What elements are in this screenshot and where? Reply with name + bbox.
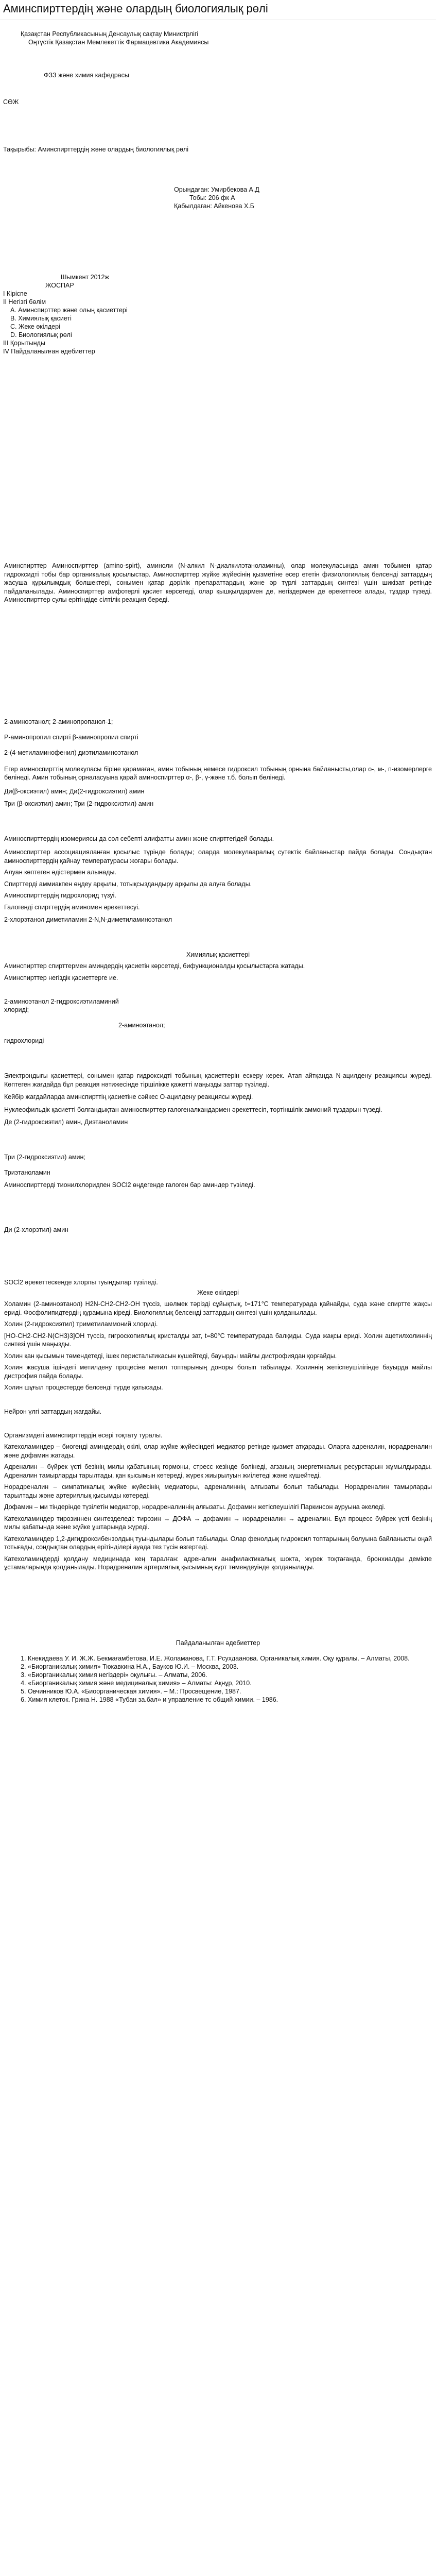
paragraph: 2-аминоэтанол; 2-аминопропанол-1;	[4, 718, 113, 725]
paragraph: [HO-CH2-CH2-N(CH3)3]OH түссіз, гигроскопиялық кристалды зат, t=80°C температурада балқиды. Суда жақсы ериді. Холин ацетилхолиннің синтезі үшін маңызды.	[4, 1332, 434, 1348]
paragraph: Катехоламиндер 1,2-дигидроксибензолдың туындылары болып табылады. Олар фенолдық гидроксил топтарының болуына байланысты оңай тотығады, сондықтан олардың ерітінділері ауада тез түсін өзгертеді.	[4, 1535, 434, 1551]
paragraph: Аминоспирттердің изомериясы да сол себепті алифатты амин және спирттегідей болады.	[4, 835, 274, 842]
plan-item: ІІ Негізгі бөлім	[3, 298, 46, 306]
plan-item: І Кіріспе	[3, 290, 27, 297]
section-heading: Жеке өкілдері	[197, 1289, 239, 1296]
paragraph: гидрохлориді	[4, 1037, 44, 1044]
document-title: Аминспирттердің және олардың биологиялық рөлі	[0, 0, 436, 20]
paragraph: Триэтаноламин	[4, 1169, 50, 1176]
paragraph: Дофамин – ми тіндерінде түзілетін медиатор, норадреналиннің алғызаты. Дофамин жетіспеушілігі Паркинсон ауруына әкеледі.	[4, 1503, 386, 1511]
group-line: Тобы: 206 фк А	[189, 194, 235, 201]
reference-item: 4. «Биорганикалық химия және медициналық химия» – Алматы: Ақнұр, 2010.	[28, 1679, 421, 1687]
ministry-line: Қазақстан Республикасының Денсаулық сақтау Министрлігі	[21, 30, 199, 38]
paragraph: Аминоспирттерді тионилхлоридпен SOCl2 өңдегенде галоген бар аминдер түзіледі.	[4, 1181, 255, 1189]
paragraph: Адреналин – бүйрек үсті безінің милы қабатының гормоны, стресс кезінде бөлінеді, ағзаның энергетикалық ресурстарын жұмылдырады. Адреналин тамырларды тарылтады, қан қысымын көтереді, жүрек жиырылуын жиілетеді және күшейтеді.	[4, 1463, 434, 1479]
paragraph: SOCl2 әрекеттескенде хлорлы туындылар түзіледі.	[4, 1278, 158, 1286]
city-year: Шымкент 2012ж	[61, 274, 109, 281]
reference-item: 5. Овчинников Ю.А. «Биоорганическая химия». – М.: Просвещение, 1987.	[28, 1687, 421, 1696]
paragraph: Нуклеофильдік қасиетті болғандықтан аминоспирттер галогеналкандармен әрекеттесіп, төртіншілік аммоний тұздарын түзеді.	[4, 1106, 382, 1113]
paragraph: 2-хлорэтанол диметиламин 2-N,N-диметиламиноэтанол	[4, 916, 172, 923]
paragraph: Электрондығы қасиеттері, сонымен қатар гидроксидті тобының қасиеттерін ескеру керек. Атап айтқанда N-ацилдену реакциясы жүреді. Көптеген жағдайда бұл реакция нәтижесінде тіршілікке қажетті маңызды заттар түзіледі.	[4, 1072, 434, 1088]
paragraph: Нейрон үлгі заттардың жағдайы.	[4, 1408, 102, 1415]
paragraph: Ди (2-хлорэтил) амин	[4, 1226, 68, 1233]
reference-item: 6. Химия клеток. Грина Н. 1988 «Тубан за.бал» и управление тс общий химии. – 1986.	[28, 1696, 421, 1704]
paragraph: Аминоспирттер ассоциацияланған қосылыс түрінде болады; оларда молекулааралық сутектік байланыстар пайда болады. Сондықтан аминоспирттердің қайнау температурасы жоғары болады.	[4, 849, 434, 865]
paragraph: 2-(4-метиламинофенил) диэтиламиноэтанол	[4, 749, 138, 756]
reference-item: 3. «Биорганикалық химия негіздері» оқулығы. – Алматы, 2006.	[28, 1671, 421, 1679]
paragraph: Холин (2-гидроксиэтил) триметиламмоний хлориді.	[4, 1320, 158, 1328]
references-list	[0, 1654, 436, 1704]
paragraph: Алуан көптеген әдістермен алынады.	[4, 869, 116, 876]
document-body	[0, 20, 436, 1704]
paragraph: 2-аминоэтанол 2-гидроксиэтиламиний	[4, 998, 119, 1005]
paragraph: Катехоламиндерді қолдану медицинада кең таралған: адреналин анафилактикалық шокта, жүрек тоқтағанда, бронхиалды демікпе ұстамаларында қолданылады. Норадреналин артериялық қысымның күрт төмендеуінде қолданылады.	[4, 1555, 434, 1571]
plan-item: C. Жеке өкілдері	[10, 323, 60, 330]
plan-item: D. Биологиялық рөлі	[10, 331, 72, 338]
paragraph: Три (β-оксиэтил) амин; Три (2-гидроксиэтил) амин	[4, 800, 154, 807]
paragraph: Кейбір жағдайларда аминспирттің қасиетіне сәйкес О-ацилдену реакциясы жүреді.	[4, 1093, 253, 1100]
performer-line: Орындаған: Умирбекова А.Д	[174, 186, 259, 193]
srs-label: СӨЖ	[3, 98, 19, 106]
plan-item: А. Аминспирттер және олың қасиеттері	[10, 307, 128, 314]
reference-item: 2. «Биорганикалық химия» Тюкавкина Н.А., Бауков Ю.И. – Москва, 2003.	[28, 1663, 421, 1671]
plan-label: ЖОСПАР	[45, 282, 74, 289]
plan-list	[0, 290, 436, 355]
department-line: ФЗЗ және химия кафедрасы	[44, 72, 129, 79]
section-heading: Химиялық қасиеттері	[186, 951, 250, 958]
paragraph: Холин жасуша ішіндегі метилдену процесіне метил топтарының доноры болып табылады. Холиннің жетіспеушілігінде бауырда майлы дистрофия пайда болады.	[4, 1364, 434, 1380]
paragraph: Катехоламиндер тирозиннен синтезделеді: тирозин → ДОФА → дофамин → норадреналин → адреналин. Бұл процесс бүйрек үсті безінің милы қабатында және жүйке ұштарында жүреді.	[4, 1515, 434, 1531]
paragraph: Холамин (2-аминоэтанол) H2N-CH2-CH2-OH түссіз, шөлмек тәрізді сұйықтық, t=171°C температурада қайнайды, суда және спиртте жақсы ериді. Фосфолипидтердің құрамына кіреді. Биологиялық белсенді заттардың синтезі үшін қолданылады.	[4, 1300, 434, 1316]
paragraph: Аминоспирттердің гидрохлорид түзуі.	[4, 892, 116, 899]
academy-line: Оңтүстік Қазақстан Мемлекеттік Фармацевтика Академиясы	[28, 39, 209, 46]
paragraph: Аминспирттер Аминоспирттер (amino-spirt), аминоли (N-алкил N-диалкилэтаноламины), олар молекуласында амин тобымен қатар гидроксидті тобы бар органикалық қосылыстар. Аминоспирттер жүйке жүйесінің қызметіне әсер ететін физиологиялық белсенді заттардың жасуша құрылымдық бөлшектері, сонымен қатар дәрілік препараттардың және әр түрлі заттардың синтезі үшін шикізат ретінде пайдаланылады. Аминоспирттер амфотерлі қасиет көрсетеді, олар қышқылдармен де, негіздермен де әрекеттесе алады, тұздар түзеді. Аминоспирттер сулы ерітіндіде сілтілік реакция береді.	[4, 562, 434, 603]
paragraph: Галогенді спирттердің аминомен әрекеттесуі.	[4, 903, 140, 911]
paragraph: Спирттерді аммиакпен өңдеу арқылы, тотықсыздандыру арқылы да алуға болады.	[4, 880, 252, 888]
paragraph: Ди(β-оксиэтил) амин; Ди(2-гидроксиэтил) амин	[4, 787, 145, 795]
paragraph: Егер аминоспирттің молекуласы біріне қарамаған, амин тобының немесе гидроксил тобының орнына байланысты,олар о-, м-, п-изомерлерге бөлінеді. Амин тобының орналасуына қарай аминоспирттер α-, β-, γ-және т.б. болып бөлінеді.	[4, 765, 434, 781]
paragraph: Р-аминопропил спирті β-аминопропил спирті	[4, 733, 138, 741]
topic-line: Тақырыбы: Аминспирттердің және олардың биологиялық рөлі	[3, 146, 188, 153]
paragraph: Катехоламиндер – биогенді аминдердің өкілі, олар жүйке жүйесіндегі медиатор ретінде қызмет атқарады. Оларға адреналин, норадреналин және дофамин жатады.	[4, 1443, 434, 1459]
paragraph: Аминспирттер негіздік қасиеттерге ие.	[4, 974, 118, 981]
paragraph: 2-аминоэтанол;	[118, 1022, 165, 1029]
paragraph: хлориді;	[4, 1006, 29, 1013]
paragraph: Холин шұғыл процестерде белсенді түрде қатысады.	[4, 1384, 163, 1391]
checker-line: Қабылдаған: Айкенова Х.Б	[174, 202, 254, 210]
plan-item: ІV Пайдаланылған әдебиеттер	[3, 348, 95, 355]
plan-item: B. Химиялық қасиеті	[10, 315, 72, 322]
paragraph: Норадреналин – симпатикалық жүйке жүйесінің медиаторы, адреналиннің алғызаты болып табылады. Норадреналин тамырларды тарылтады және артериялық қысымды көтереді.	[4, 1483, 434, 1499]
paragraph: Три (2-гидроксиэтил) амин;	[4, 1154, 85, 1161]
references-heading: Пайдаланылған әдебиеттер	[176, 1639, 260, 1647]
reference-item: 1. Кнекидаева У. И. Ж.Ж. Бекмағамбетова, И.Е. Жоламанова, Г.Т. Рсухдаанова. Органикалық химия. Оқу құралы. – Алматы, 2008.	[28, 1654, 421, 1663]
paragraph: Аминспирттер спирттермен аминдердің қасиетін көрсетеді, бифункционалды қосылыстарға жатады.	[4, 962, 305, 970]
paragraph: Де (2-гидроксиэтил) амин, Диэтаноламин	[4, 1118, 128, 1126]
paragraph: Холин қан қысымын төмендетеді, ішек перистальтикасын күшейтеді, бауырды майлы дистрофиядан қорғайды.	[4, 1352, 337, 1360]
plan-item: ІІІ Қорытынды	[3, 340, 45, 347]
paragraph: Организмдегі аминспирттердің әсері тоқтату туралы.	[4, 1431, 163, 1439]
